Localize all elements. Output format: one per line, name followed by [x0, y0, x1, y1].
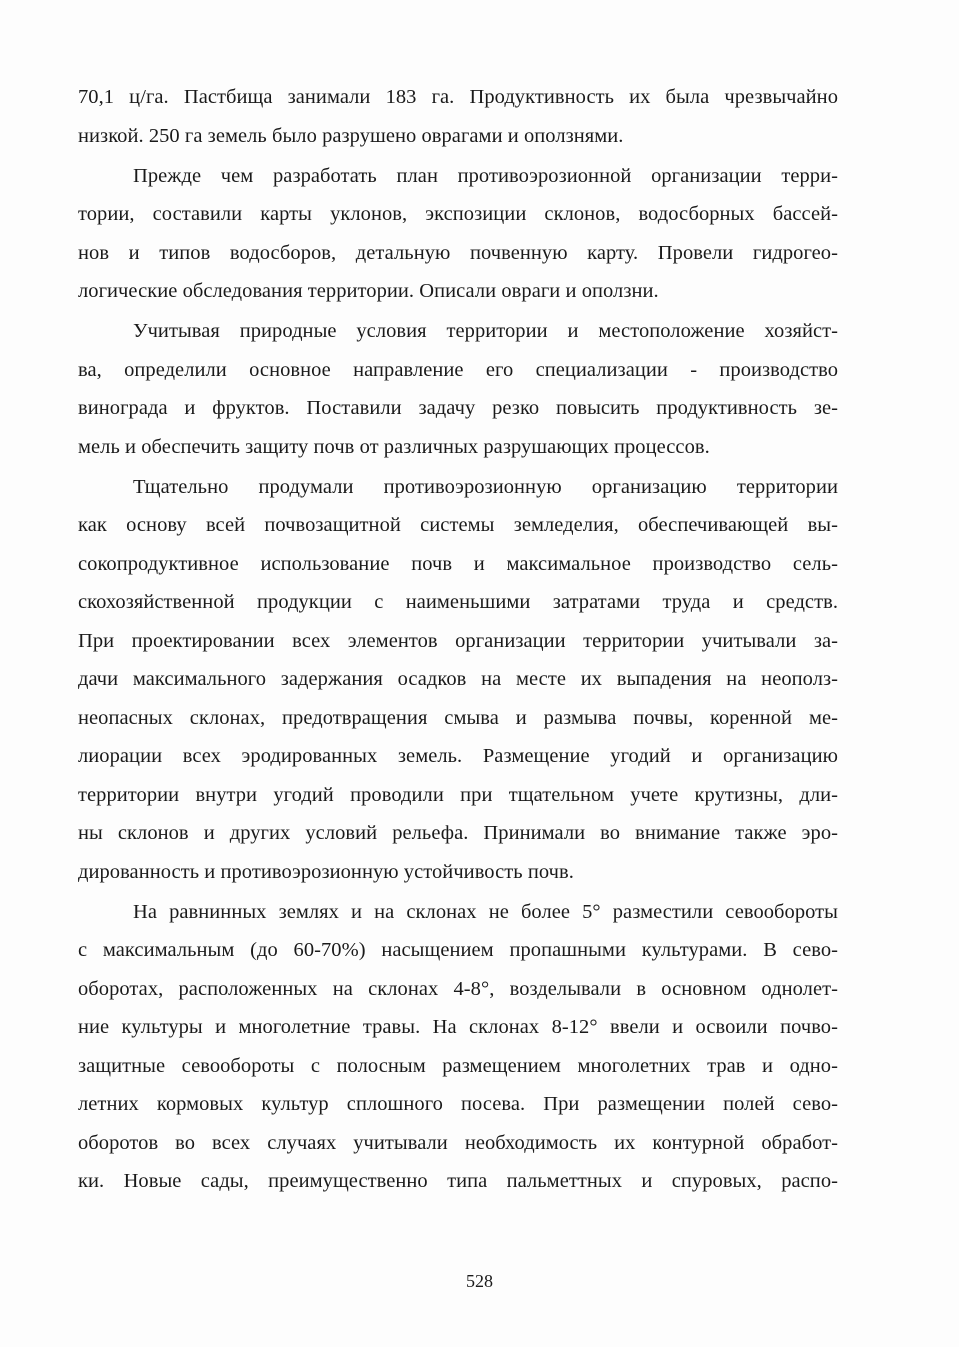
text-line: скохозяйственной продукции с наименьшими затратами труда и средств.: [78, 591, 838, 613]
text-line: ва, определили основное направление его специализации - производство: [78, 358, 838, 381]
text-line: защитные севообороты с полосным размещением многолетних трав и одно-: [78, 1054, 838, 1077]
text-line: ны склонов и других условий рельефа. Принимали во внимание также эро-: [78, 822, 838, 844]
paragraph: [78, 312, 838, 466]
text-line: логические обследования территории. Описали овраги и оползни.: [78, 280, 659, 302]
text-line: Прежде чем разработать план противоэрозионной организации терри-: [133, 164, 838, 187]
text-line: дачи максимального задержания осадков на месте их выпадения на неополз-: [78, 668, 838, 690]
text-line: мель и обеспечить защиту почв от различных разрушающих процессов.: [78, 435, 710, 458]
body-text: [78, 78, 838, 1201]
page-number: 528: [466, 1271, 493, 1291]
text-line: 70,1 ц/га. Пастбища занимали 183 га. Продуктивность их была чрезвычайно: [78, 86, 838, 108]
text-line: дированность и противоэрозионную устойчивость почв.: [78, 860, 574, 883]
text-line: низкой. 250 га земель было разрушено оврагами и оползнями.: [78, 124, 624, 147]
text-line: территории внутри угодий проводили при тщательном учете крутизны, дли-: [78, 783, 838, 806]
text-line: Учитывая природные условия территории и местоположение хозяйст-: [133, 320, 838, 342]
text-line: Тщательно продумали противоэрозионную организацию территории: [133, 475, 838, 498]
text-line: При проектировании всех элементов организации территории учитывали за-: [78, 629, 838, 652]
text-line: неопасных склонах, предотвращения смыва и размыва почвы, коренной ме-: [78, 706, 838, 729]
text-line: нов и типов водосборов, детальную почвенную карту. Провели гидрогео-: [78, 241, 838, 264]
paragraph: [78, 78, 838, 155]
text-line: На равнинных землях и на склонах не более 5° разместили севообороты: [133, 900, 838, 923]
text-line: тории, составили карты уклонов, экспозиции склонов, водосборных бассей-: [78, 203, 838, 225]
paragraph: [78, 468, 838, 892]
text-line: ние культуры и многолетние травы. На склонах 8-12° ввели и освоили почво-: [78, 1016, 838, 1038]
text-line: оборотов во всех случаях учитывали необходимость их контурной обработ-: [78, 1131, 838, 1154]
text-line: как основу всей почвозащитной системы земледелия, обеспечивающей вы-: [78, 514, 838, 536]
text-line: ки. Новые сады, преимущественно типа пальметтных и спуровых, распо-: [78, 1170, 838, 1192]
text-line: винограда и фруктов. Поставили задачу резко повысить продуктивность зе-: [78, 397, 838, 419]
text-line: сокопродуктивное использование почв и максимальное производство сель-: [78, 552, 838, 575]
paragraph: [78, 157, 838, 311]
text-line: оборотах, расположенных на склонах 4-8°, возделывали в основном однолет-: [78, 977, 838, 1000]
paragraph: [78, 893, 838, 1201]
text-line: летних кормовых культур сплошного посева. При размещении полей сево-: [78, 1093, 838, 1115]
text-line: лиорации всех эродированных земель. Размещение угодий и организацию: [78, 745, 838, 767]
text-line: с максимальным (до 60-70%) насыщением пропашными культурами. В сево-: [78, 939, 838, 961]
